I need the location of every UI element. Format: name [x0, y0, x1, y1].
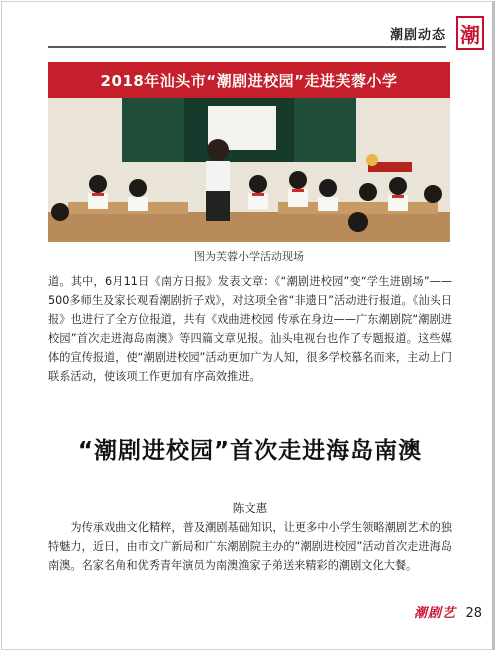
page-header	[0, 0, 498, 52]
header-rule	[48, 46, 446, 48]
event-photo	[48, 62, 450, 242]
article-lead-paragraph: 为传承戏曲文化精粹，普及潮剧基础知识，让更多中小学生领略潮剧艺术的独特魅力，近日，由市文广新局和广东潮剧院主办的“潮剧进校园”活动首次走进海岛南澳。名家名角和优秀青年演员为南澳渔家子弟送来精彩的潮剧文化大餐。	[48, 521, 452, 572]
page-number: 28	[465, 606, 482, 621]
photo-caption: 图为芙蓉小学活动现场	[194, 250, 304, 263]
photo-banner-text: 2018年汕头市“潮剧进校园”走进芙蓉小学	[100, 72, 398, 90]
article-author: 陈文惠	[232, 501, 268, 515]
body-paragraph: 道。其中，6月11日《南方日报》发表文章：《“潮剧进校园”变“学生进剧场”——500多师生及家长观看潮剧折子戏》，对这项全省“非遗日”活动进行报道。《汕头日报》也进行了全方位报道，共有《戏曲进校园 传承在身边——广东潮剧院“潮剧进校园”首次走进海岛南澳》等四篇文章见报。汕头电视台也作了专题报道。这些媒体的宣传报道，使“潮剧进校园”活动更加广为人知，很多学校慕名而来，主动上门联系活动，使该项工作更加有序高效推进。	[48, 275, 452, 383]
section-title: 潮剧动态	[389, 28, 446, 43]
footer-magazine-logo: 潮剧艺	[413, 606, 456, 621]
magazine-logo-icon: 潮	[456, 16, 484, 50]
article-title: “潮剧进校园”首次走进海岛南澳	[77, 438, 423, 464]
